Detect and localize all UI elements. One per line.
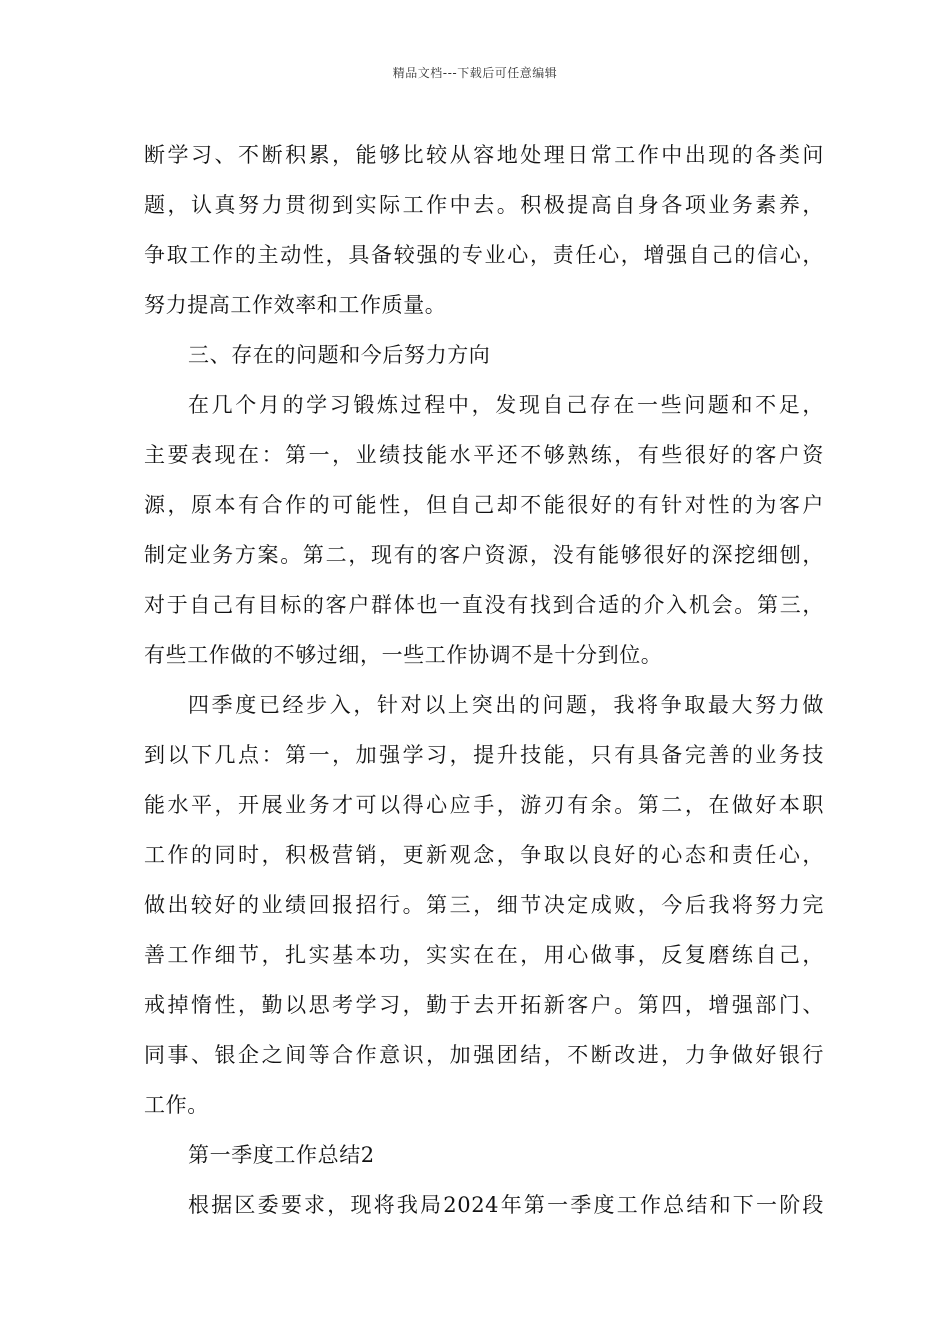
body-line: 争取工作的主动性，具备较强的专业心，责任心，增强自己的信心， bbox=[144, 243, 824, 267]
body-line: 四季度已经步入，针对以上突出的问题，我将争取最大努力做 bbox=[188, 693, 824, 717]
body-line: 努力提高工作效率和工作质量。 bbox=[144, 293, 447, 317]
body-line: 同事、银企之间等合作意识，加强团结，不断改进，力争做好银行 bbox=[144, 1043, 824, 1067]
body-line: 工作。 bbox=[144, 1093, 209, 1117]
body-line: 有些工作做的不够过细，一些工作协调不是十分到位。 bbox=[144, 643, 663, 667]
body-line: 根据区委要求，现将我局2024年第一季度工作总结和下一阶段 bbox=[188, 1193, 824, 1217]
body-line: 在几个月的学习锻炼过程中，发现自己存在一些问题和不足， bbox=[188, 393, 824, 417]
body-line: 制定业务方案。第二，现有的客户资源，没有能够很好的深挖细刨， bbox=[144, 543, 824, 567]
body-line: 戒掉惰性，勤以思考学习，勤于去开拓新客户。第四，增强部门、 bbox=[144, 993, 824, 1017]
body-line: 题，认真努力贯彻到实际工作中去。积极提高自身各项业务素养， bbox=[144, 193, 824, 217]
body-line: 工作的同时，积极营销，更新观念，争取以良好的心态和责任心， bbox=[144, 843, 824, 867]
body-line: 善工作细节，扎实基本功，实实在在，用心做事，反复磨练自己， bbox=[144, 943, 824, 967]
section-heading: 第一季度工作总结2 bbox=[188, 1143, 375, 1167]
document-body bbox=[144, 130, 824, 1230]
body-line: 源，原本有合作的可能性，但自己却不能很好的有针对性的为客户 bbox=[144, 493, 824, 517]
body-line: 主要表现在：第一，业绩技能水平还不够熟练，有些很好的客户资 bbox=[144, 443, 824, 467]
page-header: 精品文档---下载后可任意编辑 bbox=[392, 66, 558, 80]
body-line: 能水平，开展业务才可以得心应手，游刃有余。第二，在做好本职 bbox=[144, 793, 824, 817]
body-line: 到以下几点：第一，加强学习，提升技能，只有具备完善的业务技 bbox=[144, 743, 824, 767]
body-line: 断学习、不断积累，能够比较从容地处理日常工作中出现的各类问 bbox=[144, 143, 824, 167]
section-heading: 三、存在的问题和今后努力方向 bbox=[188, 343, 491, 367]
body-line: 做出较好的业绩回报招行。第三，细节决定成败，今后我将努力完 bbox=[144, 893, 824, 917]
body-line: 对于自己有目标的客户群体也一直没有找到合适的介入机会。第三， bbox=[144, 593, 824, 617]
